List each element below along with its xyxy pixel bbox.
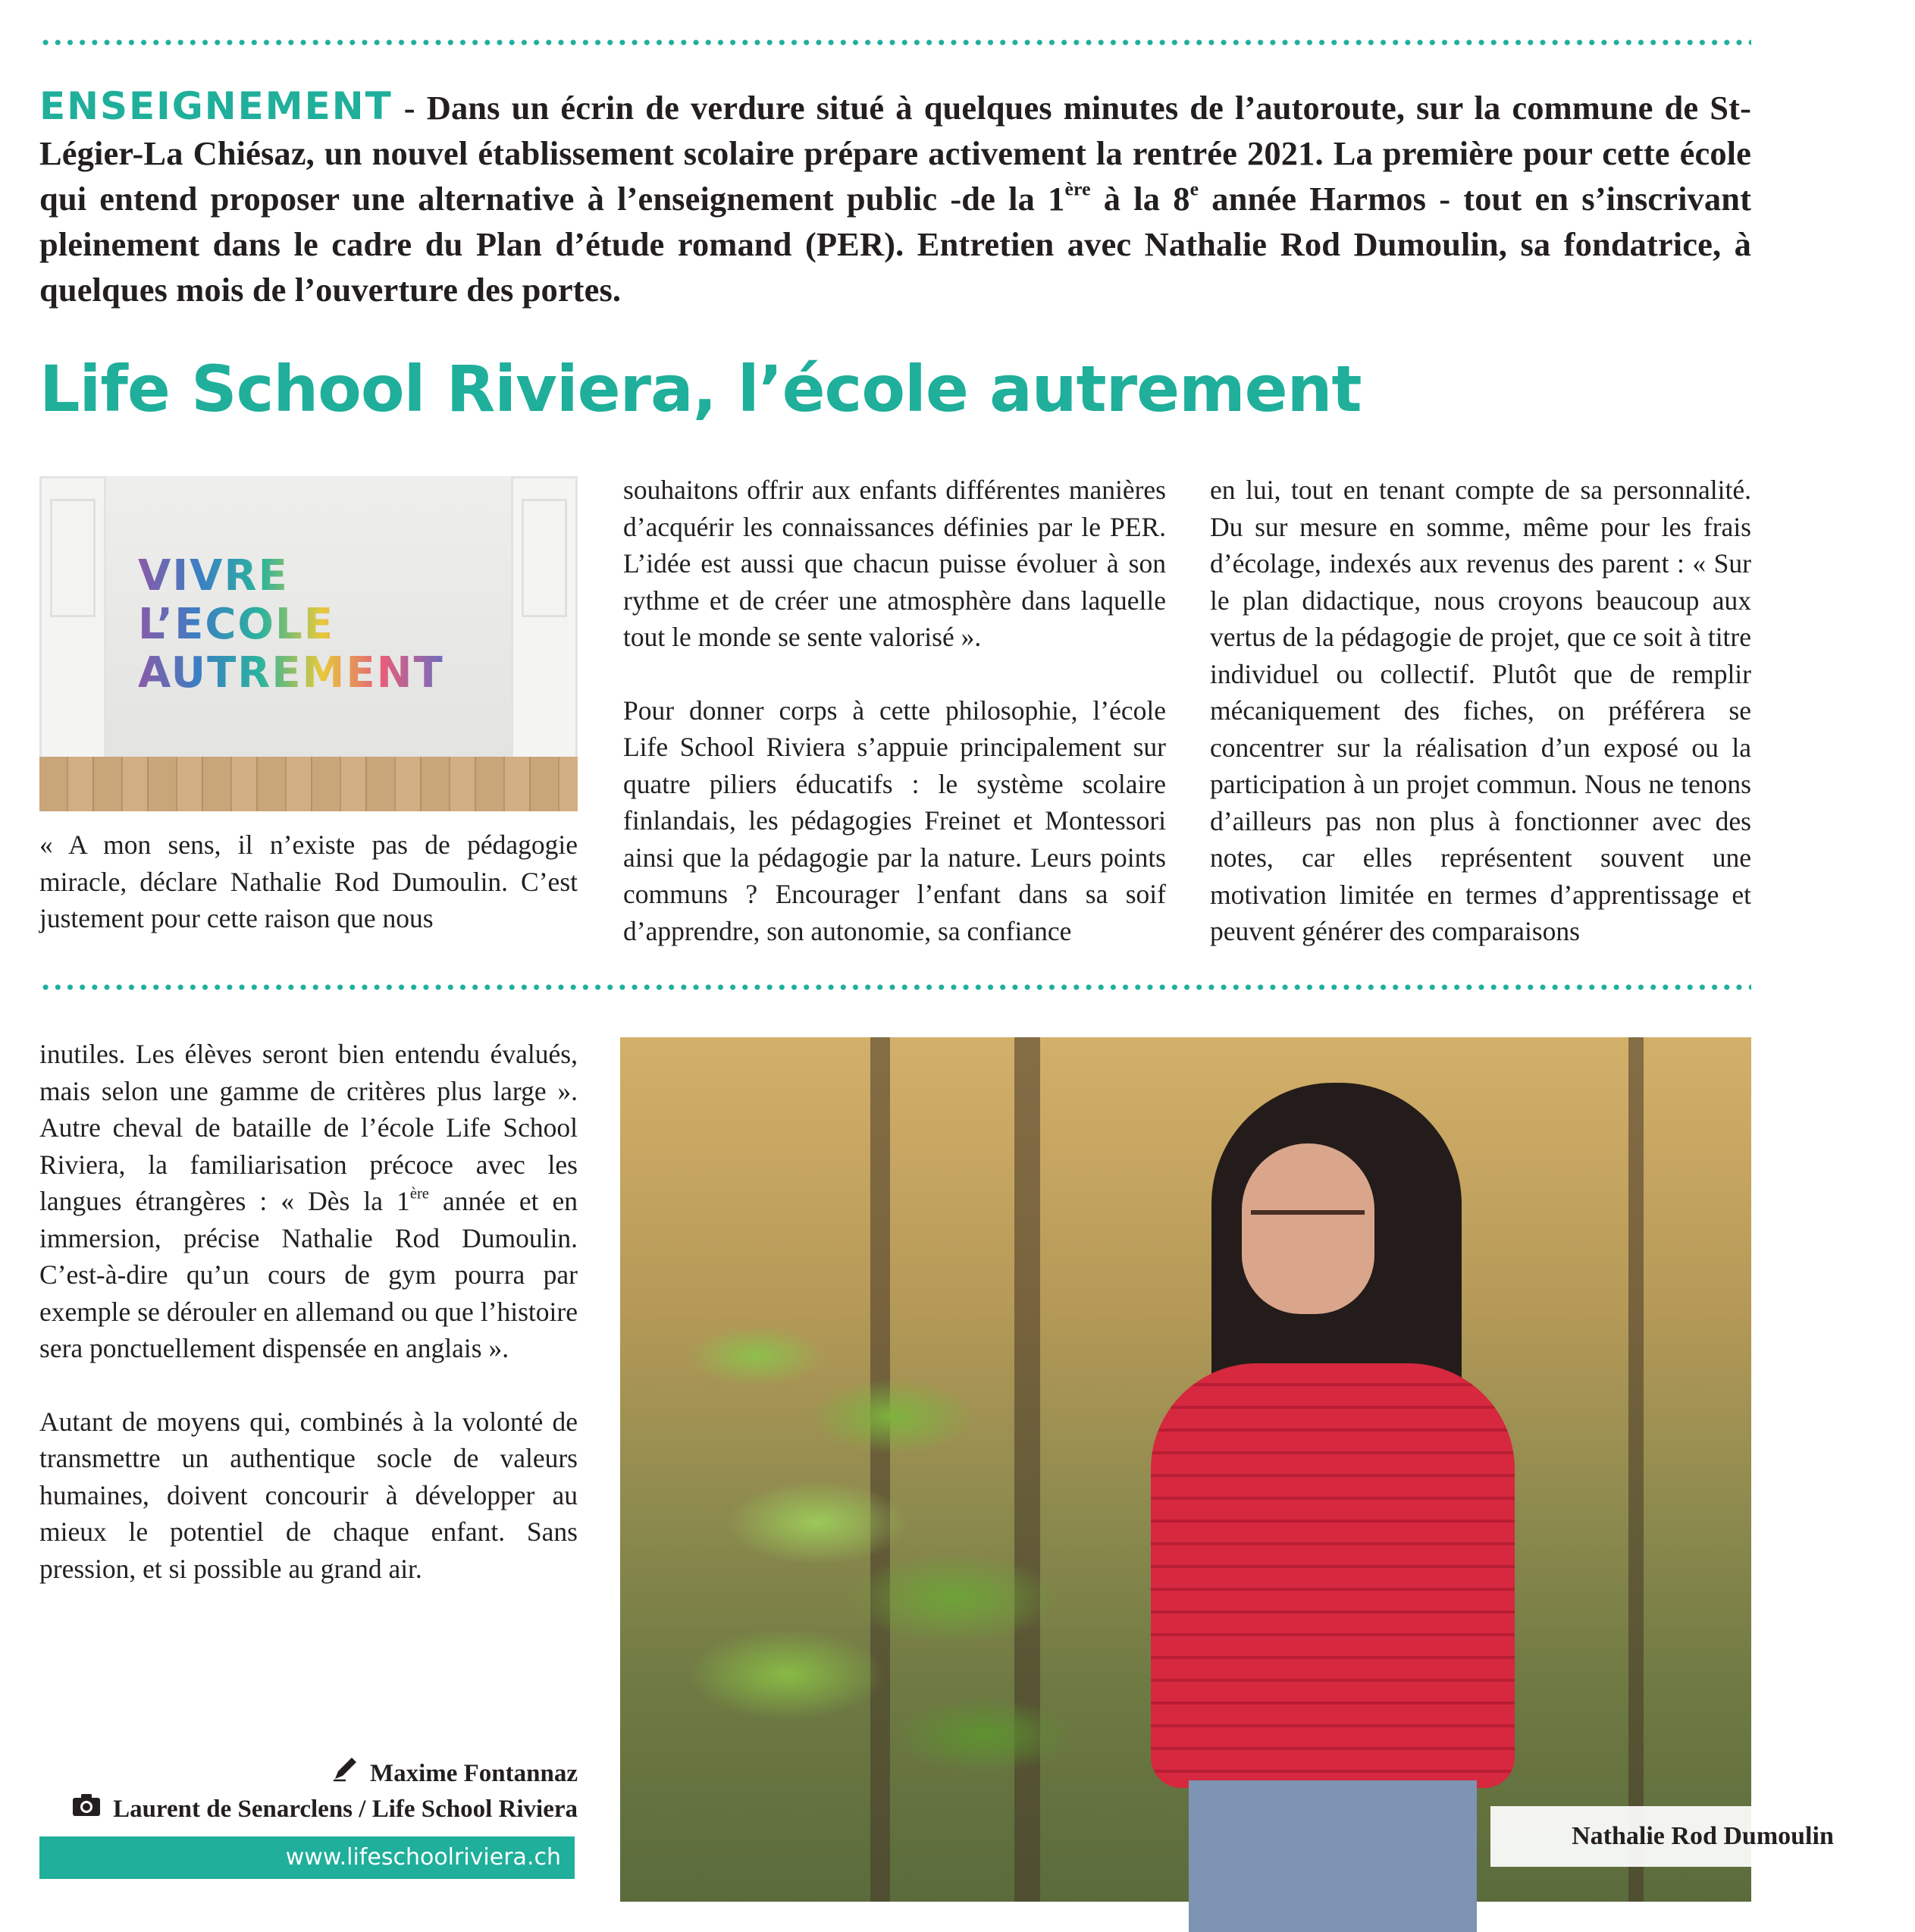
lead-paragraph xyxy=(39,83,1751,312)
lower-column xyxy=(39,1036,578,1587)
door-right xyxy=(511,476,578,763)
person-jeans xyxy=(1189,1780,1477,1932)
middle-dotted-rule xyxy=(39,984,1751,990)
photo-credit xyxy=(72,1792,578,1825)
author-credit xyxy=(332,1756,578,1790)
pen-icon xyxy=(332,1756,358,1790)
illustration-line: L’ECOLE xyxy=(138,600,334,649)
lower-paragraph-2: Autant de moyens qui, combinés à la volonté de transmettre un authentique socle de valeurs humaines, doivent concourir à développer au mieux le potentiel de chaque enfant. Sans pression, et si possible au grand air. xyxy=(39,1406,578,1584)
illustration-line: AUTREMENT xyxy=(138,648,444,698)
lead-text: à la 8 xyxy=(1090,180,1190,218)
illustration-lettering xyxy=(138,552,444,698)
lower-paragraph-1 xyxy=(39,1036,578,1367)
lead-superscript: e xyxy=(1189,177,1199,200)
photo-caption: Nathalie Rod Dumoulin xyxy=(1490,1806,1915,1867)
lead-text: année Harmos - tout en s’inscrivant pleinement dans le cadre du Plan d’étude romand (PER). Entretien avec Nathalie Rod Dumoulin, sa fondatrice, à quelques mois de l’ouverture des portes. xyxy=(39,180,1751,309)
top-dotted-rule xyxy=(39,39,1751,45)
tree-trunk xyxy=(1628,1037,1644,1902)
person-jacket xyxy=(1151,1363,1515,1788)
illustration-vivre-ecole-autrement xyxy=(39,476,578,811)
camera-icon xyxy=(72,1792,101,1825)
lower-superscript: ère xyxy=(409,1185,429,1203)
lower-text: inutiles. Les élèves seront bien entendu évalués, mais selon une gamme de critères plus large ». Autre cheval de bataille de l’école Life School Riviera, la familiarisation précoce avec les langues étrangères : « Dès la 1 xyxy=(39,1039,578,1216)
article-title: Life School Riviera, l’école autrement xyxy=(39,352,1362,426)
section-kicker: ENSEIGNEMENT xyxy=(39,84,393,128)
portrait-photo xyxy=(620,1037,1834,1902)
column-1 xyxy=(39,826,578,937)
website-url[interactable]: www.lifeschoolriviera.ch xyxy=(39,1836,575,1879)
column-2-paragraph-2: Pour donner corps à cette philosophie, l’école Life School Riviera s’appuie principalement sur quatre piliers éducatifs : le système scolaire finlandais, les pédagogies Freinet et Montessori ainsi que la pédagogie par la nature. Leurs points communs ? Encourager l’enfant dans sa soif d’apprendre, son autonomie, sa confiance xyxy=(623,695,1166,946)
foliage xyxy=(666,1250,1090,1826)
author-name: Maxime Fontannaz xyxy=(369,1759,578,1787)
lower-text: année et en immersion, précise Nathalie Rod Dumoulin. C’est-à-dire qu’un cours de gym pourra par exemple se dérouler en allemand ou que l’histoire sera ponctuellement dispensée en anglais ». xyxy=(39,1186,578,1363)
person-glasses xyxy=(1251,1210,1365,1245)
column-1-text: « A mon sens, il n’existe pas de pédagogie miracle, déclare Nathalie Rod Dumoulin. C’est justement pour cette raison que nous xyxy=(39,830,578,933)
wooden-floor xyxy=(39,757,578,811)
door-left xyxy=(39,476,106,763)
lead-superscript: ère xyxy=(1064,177,1091,200)
illustration-line: VIVRE xyxy=(138,551,289,601)
column-3 xyxy=(1210,472,1751,950)
column-2 xyxy=(623,472,1166,949)
column-3-text: en lui, tout en tenant compte de sa personnalité. Du sur mesure en somme, même pour les frais d’écolage, indexés aux revenus des parent : « Sur le plan didactique, nous croyons beaucoup aux vertus de la pédagogie de projet, que ce soit à titre individuel ou collectif. Plutôt que de remplir mécaniquement des fiches, on préférera se concentrer sur la réalisation d’un exposé ou la participation à un projet commun. Nous ne tenons d’ailleurs pas non plus à fonctionner avec des notes, car elles représentent souvent une motivation limitée en termes d’apprentissage et peuvent générer des comparaisons xyxy=(1210,475,1751,946)
lead-text: - Dans un écrin de verdure situé à quelques minutes de l’autoroute, sur la commune de St-Légier-La Chiésaz, un nouvel établissement scolaire prépare activement la rentrée 2021. La première pour cette école qui entend proposer une alternative à l’enseignement public -de la 1 xyxy=(39,89,1751,218)
column-2-paragraph-1: souhaitons offrir aux enfants différentes manières d’acquérir les connaissances définies par le PER. L’idée est aussi que chacun puisse évoluer à son rythme et de créer une atmosphère dans laquelle tout le monde se sente valorisé ». xyxy=(623,475,1166,652)
photographer-name: Laurent de Senarclens / Life School Riviera xyxy=(113,1795,578,1823)
